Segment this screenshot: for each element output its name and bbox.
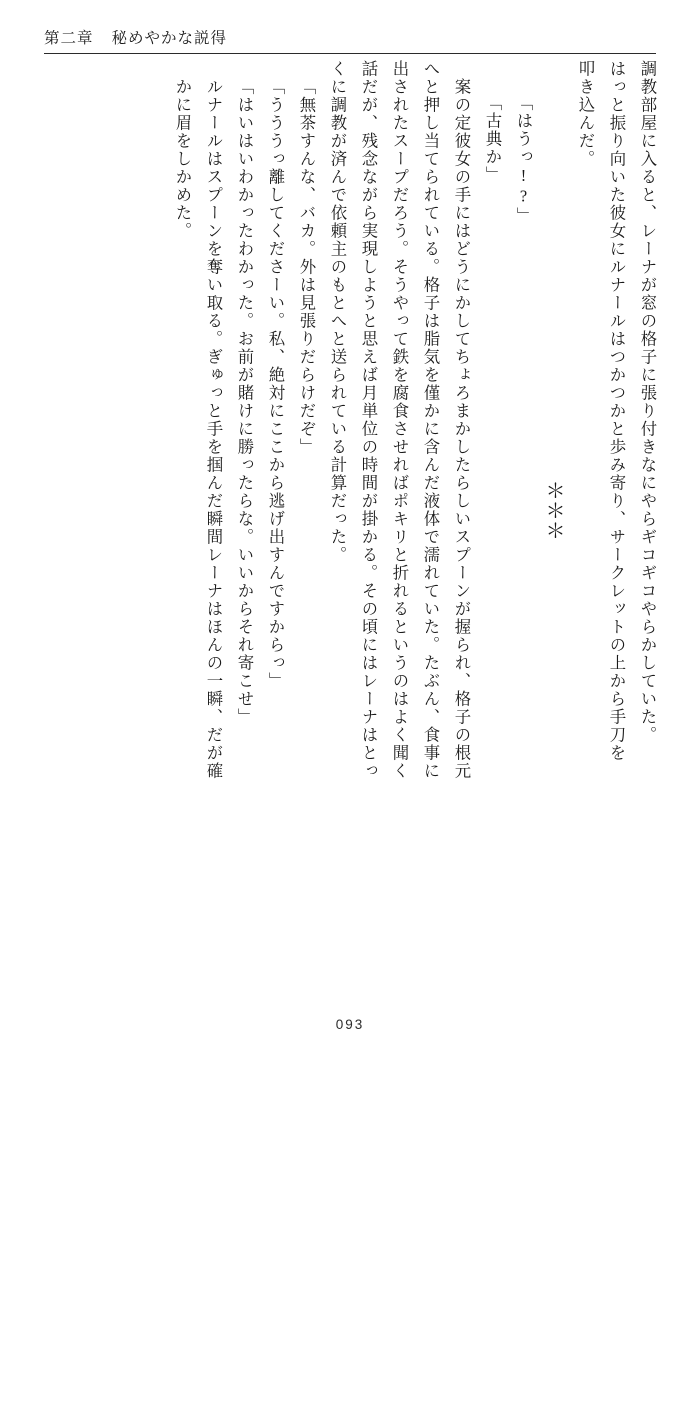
chapter-title: 秘めやかな説得 [111,30,228,47]
text-column: はっと振り向いた彼女にルナールはつかつかと歩み寄り、サークレットの上から手刀を [607,60,626,762]
text-column: 出されたスープだろう。そうやって鉄を腐食させればポキリと折れるというのはよく聞く [390,60,409,780]
chapter-number: 第二章 [44,30,94,47]
text-column: 「うううっ離してくださーい。私、絶対にここから逃げ出すんですからっ」 [266,78,285,690]
running-header [44,18,656,54]
text-column: 「古典か」 [483,94,502,184]
text-column: へと押し当てられている。格子は脂気を僅かに含んだ液体で濡れていた。たぶん、食事に [421,60,440,780]
scene-break: ＊＊＊ [542,480,564,540]
vertical-text-body [44,60,656,990]
text-column: 話だが、残念ながら実現しようと思えば月単位の時間が掛かる。その頃にはレーナはとっ [359,60,378,780]
text-column: 調教部屋に入ると、レーナが窓の格子に張り付きなにやらギコギコやらかしていた。 [638,60,657,744]
text-column: 叩き込んだ。 [576,60,595,168]
text-column: 「はいはいわかったわかった。お前が賭けに勝ったらな。いいからそれ寄こせ」 [235,78,254,726]
text-column: 「無茶すんな、バカ。外は見張りだらけだぞ」 [297,78,316,456]
page-number: 093 [335,1017,365,1032]
text-column: かに眉をしかめた。 [173,78,192,240]
text-column: くに調教が済んで依頼主のもとへと送られている計算だった。 [328,60,347,564]
text-column: 案の定彼女の手にはどうにかしてちょろまかしたらしいスプーンが握られ、格子の根元 [452,78,471,780]
text-column: ルナールはスプーンを奪い取る。ぎゅっと手を掴んだ瞬間レーナはほんの一瞬、だが確 [204,78,223,780]
text-column: 「はうっ!?」 [514,94,533,226]
